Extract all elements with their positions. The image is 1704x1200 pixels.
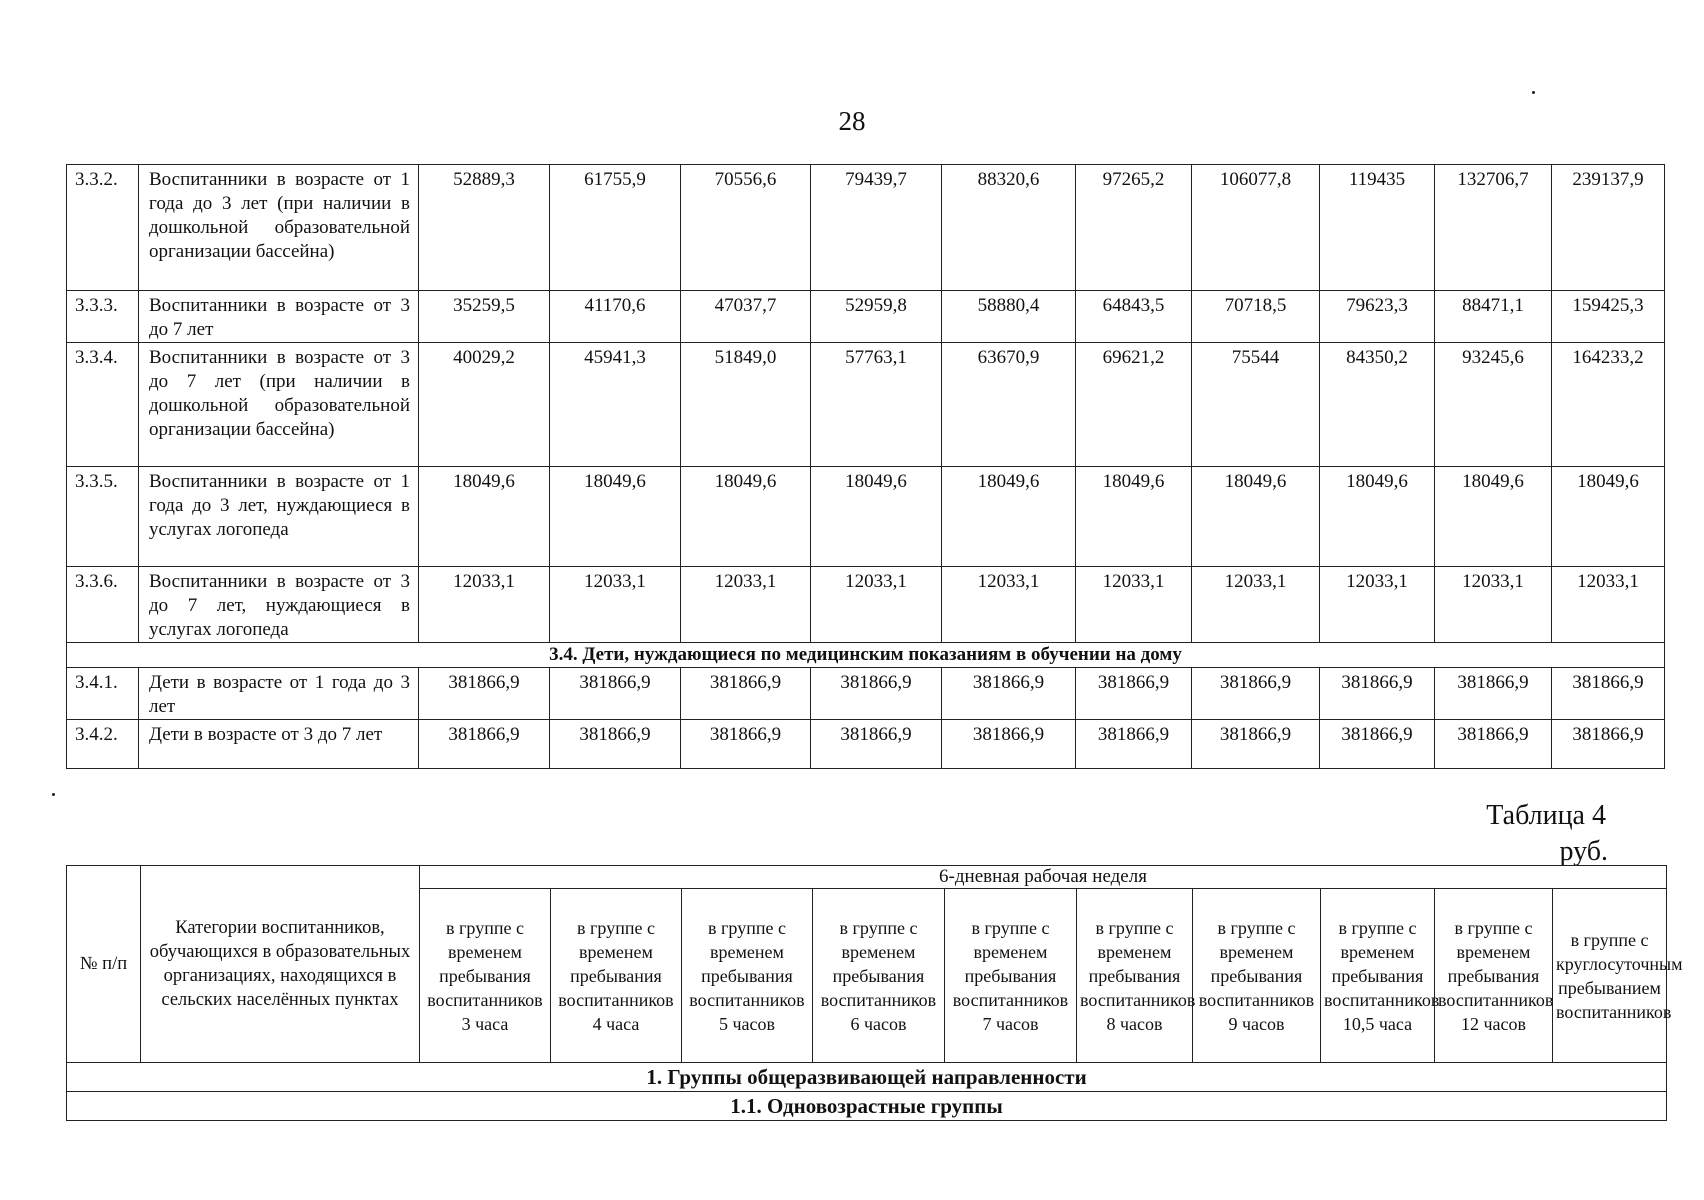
value-cell: 12033,1 [419, 567, 550, 643]
value-cell: 64843,5 [1076, 291, 1192, 343]
row-number: 3.4.2. [67, 720, 139, 769]
value-cell: 88320,6 [942, 165, 1076, 291]
value-cell: 79623,3 [1320, 291, 1435, 343]
value-cell: 381866,9 [1435, 720, 1552, 769]
value-cell: 70556,6 [681, 165, 811, 291]
value-cell: 381866,9 [1076, 720, 1192, 769]
value-cell: 12033,1 [1552, 567, 1665, 643]
value-cell: 12033,1 [942, 567, 1076, 643]
value-cell: 159425,3 [1552, 291, 1665, 343]
table-row [67, 567, 1665, 643]
value-cell: 35259,5 [419, 291, 550, 343]
column-header-category: Категории воспитанников, обучающихся в образовательных организациях, находящихся в сельских населённых пунктах [141, 866, 420, 1063]
table-row [67, 467, 1665, 567]
value-cell: 88471,1 [1435, 291, 1552, 343]
value-cell: 239137,9 [1552, 165, 1665, 291]
value-cell: 41170,6 [550, 291, 681, 343]
value-cell: 381866,9 [942, 720, 1076, 769]
column-header: в группе с временем пребывания воспитанников 8 часов [1077, 889, 1193, 1063]
row-number: 3.3.2. [67, 165, 139, 291]
table-unit: руб. [1559, 836, 1608, 867]
value-cell: 381866,9 [1192, 720, 1320, 769]
row-number: 3.4.1. [67, 668, 139, 720]
value-cell: 12033,1 [1076, 567, 1192, 643]
value-cell: 12033,1 [1192, 567, 1320, 643]
value-cell: 18049,6 [1192, 467, 1320, 567]
table-row [67, 668, 1665, 720]
scan-speck [1532, 91, 1535, 94]
value-cell: 381866,9 [1552, 668, 1665, 720]
row-description: Дети в возрасте от 1 года до 3 лет [139, 668, 419, 720]
column-header: в группе с временем пребывания воспитанников 7 часов [945, 889, 1077, 1063]
value-cell: 40029,2 [419, 343, 550, 467]
value-cell: 381866,9 [550, 668, 681, 720]
value-cell: 79439,7 [811, 165, 942, 291]
value-cell: 93245,6 [1435, 343, 1552, 467]
value-cell: 18049,6 [550, 467, 681, 567]
column-header: в группе с круглосуточным пребыванием воспитанников [1553, 889, 1667, 1063]
table-row [67, 291, 1665, 343]
value-cell: 70718,5 [1192, 291, 1320, 343]
value-cell: 381866,9 [811, 720, 942, 769]
row-number: 3.3.3. [67, 291, 139, 343]
value-cell: 18049,6 [1552, 467, 1665, 567]
value-cell: 57763,1 [811, 343, 942, 467]
column-header-number: № п/п [67, 866, 141, 1063]
table-caption: Таблица 4 [1486, 800, 1606, 831]
value-cell: 106077,8 [1192, 165, 1320, 291]
column-header: в группе с временем пребывания воспитанников 10,5 часа [1321, 889, 1435, 1063]
value-cell: 18049,6 [811, 467, 942, 567]
value-cell: 119435 [1320, 165, 1435, 291]
value-cell: 47037,7 [681, 291, 811, 343]
value-cell: 18049,6 [1320, 467, 1435, 567]
value-cell: 381866,9 [1320, 720, 1435, 769]
value-cell: 18049,6 [1076, 467, 1192, 567]
subsection-header: 1.1. Одновозрастные группы [67, 1092, 1667, 1121]
value-cell: 381866,9 [811, 668, 942, 720]
value-cell: 12033,1 [681, 567, 811, 643]
row-description: Воспитанники в возрасте от 3 до 7 лет [139, 291, 419, 343]
column-header: в группе с временем пребывания воспитанников 4 часа [551, 889, 682, 1063]
column-header: в группе с временем пребывания воспитанников 6 часов [813, 889, 945, 1063]
row-description: Воспитанники в возрасте от 3 до 7 лет (при наличии в дошкольной образовательной организации бассейна) [139, 343, 419, 467]
value-cell: 381866,9 [1435, 668, 1552, 720]
value-cell: 51849,0 [681, 343, 811, 467]
section-header: 1. Группы общеразвивающей направленности [67, 1063, 1667, 1092]
row-number: 3.3.5. [67, 467, 139, 567]
tariff-table-continued [66, 164, 1665, 769]
value-cell: 75544 [1192, 343, 1320, 467]
value-cell: 12033,1 [1435, 567, 1552, 643]
value-cell: 52889,3 [419, 165, 550, 291]
column-header: в группе с временем пребывания воспитанников 9 часов [1193, 889, 1321, 1063]
row-number: 3.3.4. [67, 343, 139, 467]
value-cell: 164233,2 [1552, 343, 1665, 467]
value-cell: 18049,6 [1435, 467, 1552, 567]
row-description: Воспитанники в возрасте от 3 до 7 лет, нуждающиеся в услугах логопеда [139, 567, 419, 643]
week-header: 6-дневная рабочая неделя [420, 866, 1667, 889]
value-cell: 381866,9 [419, 720, 550, 769]
row-number: 3.3.6. [67, 567, 139, 643]
value-cell: 52959,8 [811, 291, 942, 343]
row-description: Воспитанники в возрасте от 1 года до 3 лет (при наличии в дошкольной образовательной организации бассейна) [139, 165, 419, 291]
column-header: в группе с временем пребывания воспитанников 3 часа [420, 889, 551, 1063]
value-cell: 381866,9 [1076, 668, 1192, 720]
value-cell: 97265,2 [1076, 165, 1192, 291]
value-cell: 381866,9 [942, 668, 1076, 720]
column-header: в группе с временем пребывания воспитанников 5 часов [682, 889, 813, 1063]
value-cell: 18049,6 [681, 467, 811, 567]
value-cell: 381866,9 [681, 720, 811, 769]
row-description: Воспитанники в возрасте от 1 года до 3 лет, нуждающиеся в услугах логопеда [139, 467, 419, 567]
value-cell: 58880,4 [942, 291, 1076, 343]
value-cell: 12033,1 [1320, 567, 1435, 643]
row-description: Дети в возрасте от 3 до 7 лет [139, 720, 419, 769]
column-header: в группе с временем пребывания воспитанников 12 часов [1435, 889, 1553, 1063]
table-row [67, 343, 1665, 467]
table-4 [66, 865, 1683, 1121]
value-cell: 381866,9 [1552, 720, 1665, 769]
value-cell: 132706,7 [1435, 165, 1552, 291]
value-cell: 61755,9 [550, 165, 681, 291]
section-title: 3.4. Дети, нуждающиеся по медицинским показаниям в обучении на дому [67, 643, 1665, 668]
value-cell: 84350,2 [1320, 343, 1435, 467]
value-cell: 45941,3 [550, 343, 681, 467]
value-cell: 18049,6 [419, 467, 550, 567]
value-cell: 69621,2 [1076, 343, 1192, 467]
value-cell: 381866,9 [1320, 668, 1435, 720]
value-cell: 63670,9 [942, 343, 1076, 467]
page-number: 28 [838, 106, 866, 136]
value-cell: 381866,9 [550, 720, 681, 769]
value-cell: 381866,9 [419, 668, 550, 720]
table-row [67, 720, 1665, 769]
value-cell: 381866,9 [681, 668, 811, 720]
table-row [67, 165, 1665, 291]
value-cell: 381866,9 [1192, 668, 1320, 720]
value-cell: 12033,1 [550, 567, 681, 643]
value-cell: 12033,1 [811, 567, 942, 643]
value-cell: 18049,6 [942, 467, 1076, 567]
scan-speck [52, 793, 55, 796]
